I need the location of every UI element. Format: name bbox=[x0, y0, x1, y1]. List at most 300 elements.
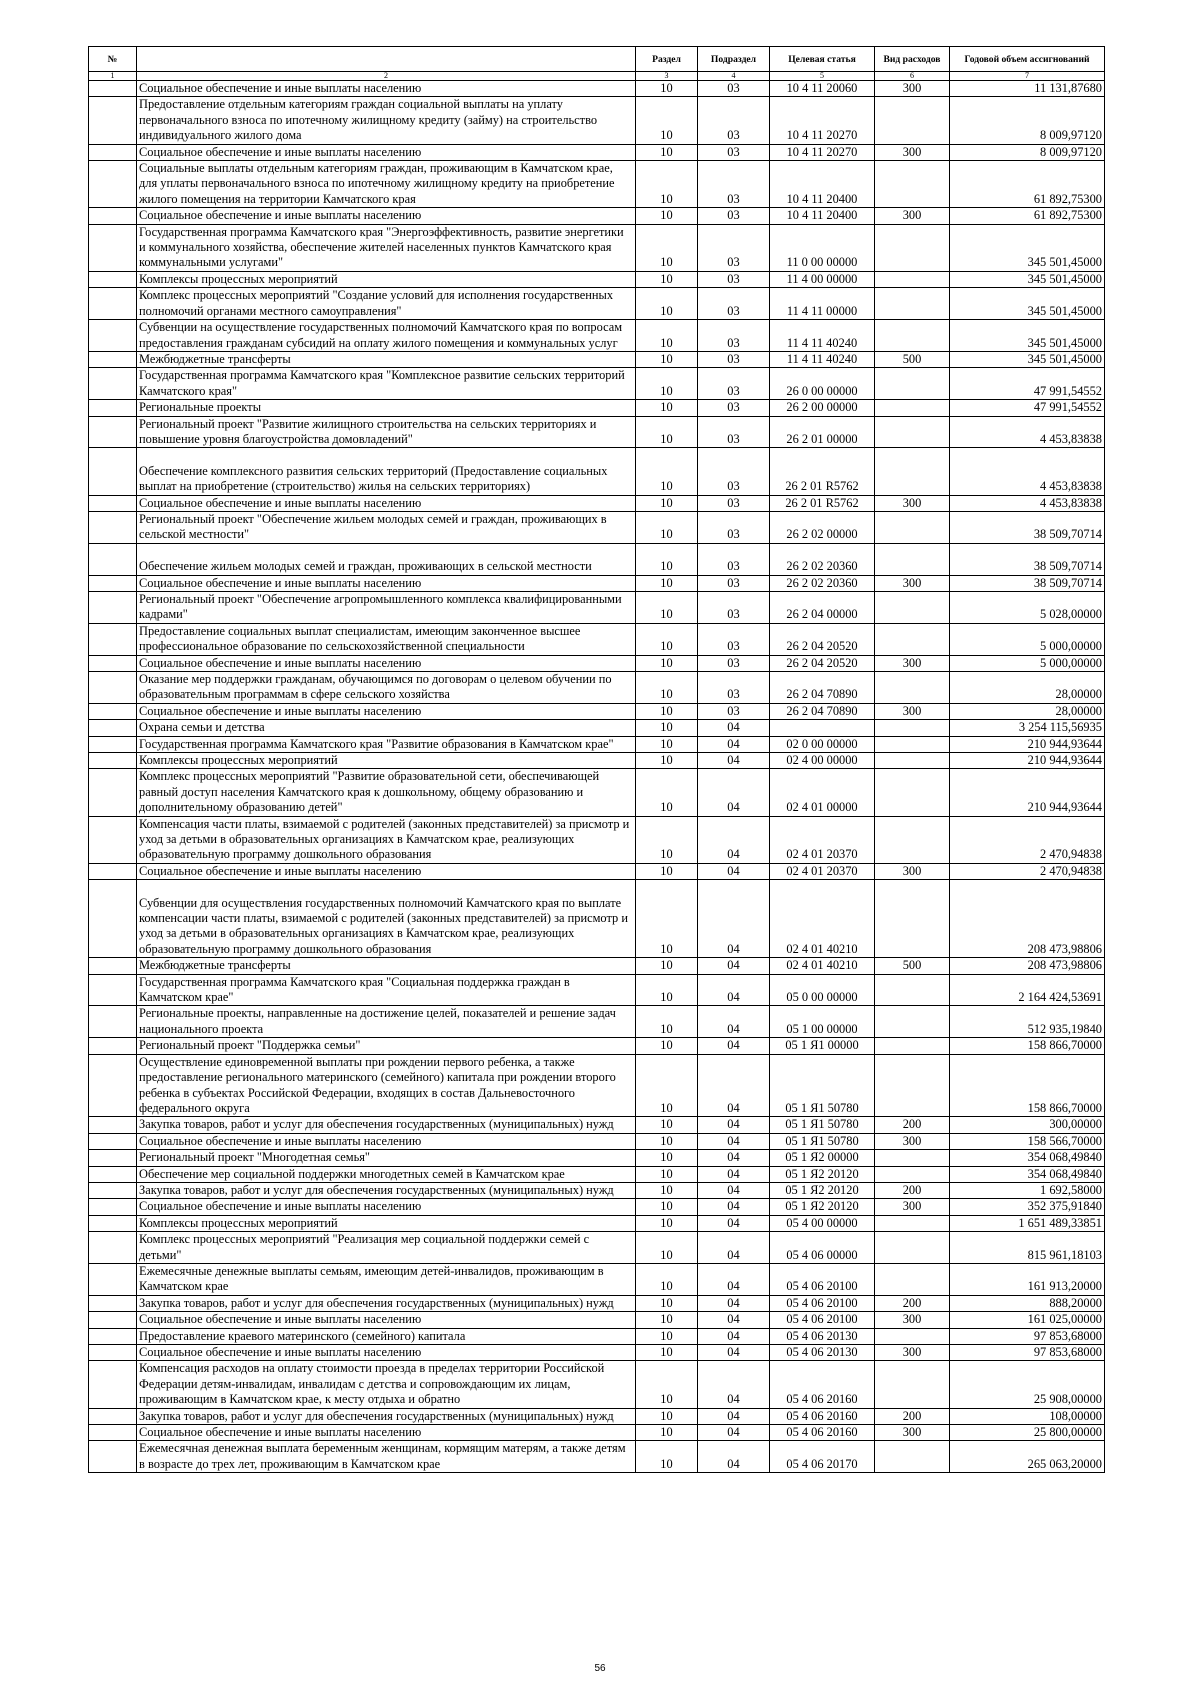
row-target-cell: 02 4 01 40210 bbox=[770, 880, 875, 958]
row-section-cell: 10 bbox=[636, 880, 698, 958]
row-subsection-cell: 03 bbox=[698, 575, 770, 591]
row-name-cell: Социальное обеспечение и иные выплаты населению bbox=[137, 208, 636, 224]
row-name-cell: Оказание мер поддержки гражданам, обучающимся по договорам о целевом обучении по образовательным программам в сфере сельского хозяйства bbox=[137, 671, 636, 703]
row-section-cell: 10 bbox=[636, 288, 698, 320]
row-name-cell: Межбюджетные трансферты bbox=[137, 958, 636, 974]
table-row bbox=[89, 1425, 1105, 1441]
row-number-cell bbox=[89, 1006, 137, 1038]
row-expense-type-cell: 300 bbox=[875, 1199, 950, 1215]
row-subsection-cell: 04 bbox=[698, 736, 770, 752]
row-expense-type-cell bbox=[875, 448, 950, 495]
table-row bbox=[89, 351, 1105, 367]
row-amount-cell: 345 501,45000 bbox=[950, 320, 1105, 352]
row-target-cell: 02 4 01 20370 bbox=[770, 863, 875, 879]
row-expense-type-cell bbox=[875, 271, 950, 287]
row-expense-type-cell bbox=[875, 1038, 950, 1054]
table-row bbox=[89, 591, 1105, 623]
row-expense-type-cell bbox=[875, 720, 950, 736]
row-expense-type-cell bbox=[875, 400, 950, 416]
row-number-cell bbox=[89, 511, 137, 543]
row-amount-cell: 158 566,70000 bbox=[950, 1133, 1105, 1149]
row-expense-type-cell: 300 bbox=[875, 575, 950, 591]
table-row bbox=[89, 623, 1105, 655]
row-expense-type-cell bbox=[875, 623, 950, 655]
row-expense-type-cell: 300 bbox=[875, 1425, 950, 1441]
row-amount-cell: 208 473,98806 bbox=[950, 880, 1105, 958]
row-target-cell: 26 2 01 R5762 bbox=[770, 448, 875, 495]
row-section-cell: 10 bbox=[636, 1361, 698, 1408]
row-section-cell: 10 bbox=[636, 655, 698, 671]
row-subsection-cell: 03 bbox=[698, 224, 770, 271]
row-target-cell: 11 0 00 00000 bbox=[770, 224, 875, 271]
row-expense-type-cell bbox=[875, 880, 950, 958]
row-target-cell: 05 1 Я1 50780 bbox=[770, 1054, 875, 1117]
row-expense-type-cell: 500 bbox=[875, 351, 950, 367]
table-row bbox=[89, 816, 1105, 863]
header-number: № bbox=[89, 47, 137, 72]
header-section: Раздел bbox=[636, 47, 698, 72]
row-name-cell: Комплекс процессных мероприятий "Создание условий для исполнения государственных полномочий органами местного самоуправления" bbox=[137, 288, 636, 320]
table-row bbox=[89, 161, 1105, 208]
row-target-cell: 05 4 06 20130 bbox=[770, 1345, 875, 1361]
row-number-cell bbox=[89, 575, 137, 591]
row-expense-type-cell bbox=[875, 1215, 950, 1231]
table-row bbox=[89, 1263, 1105, 1295]
row-section-cell: 10 bbox=[636, 1054, 698, 1117]
row-amount-cell: 97 853,68000 bbox=[950, 1328, 1105, 1344]
row-subsection-cell: 04 bbox=[698, 816, 770, 863]
table-row bbox=[89, 1441, 1105, 1473]
row-expense-type-cell bbox=[875, 753, 950, 769]
row-expense-type-cell bbox=[875, 320, 950, 352]
table-row bbox=[89, 703, 1105, 719]
row-number-cell bbox=[89, 1199, 137, 1215]
row-section-cell: 10 bbox=[636, 97, 698, 144]
row-number-cell bbox=[89, 1150, 137, 1166]
row-target-cell: 26 2 02 00000 bbox=[770, 511, 875, 543]
row-target-cell: 02 4 01 40210 bbox=[770, 958, 875, 974]
row-name-cell: Межбюджетные трансферты bbox=[137, 351, 636, 367]
table-row bbox=[89, 1408, 1105, 1424]
row-subsection-cell: 04 bbox=[698, 1312, 770, 1328]
row-expense-type-cell bbox=[875, 1006, 950, 1038]
row-subsection-cell: 03 bbox=[698, 320, 770, 352]
row-name-cell: Социальное обеспечение и иные выплаты населению bbox=[137, 863, 636, 879]
table-row bbox=[89, 400, 1105, 416]
row-expense-type-cell bbox=[875, 816, 950, 863]
row-expense-type-cell bbox=[875, 1361, 950, 1408]
row-name-cell: Государственная программа Камчатского края "Комплексное развитие сельских территорий Камчатского края" bbox=[137, 368, 636, 400]
row-target-cell: 26 2 04 70890 bbox=[770, 703, 875, 719]
row-amount-cell: 1 692,58000 bbox=[950, 1182, 1105, 1198]
column-number: 6 bbox=[875, 72, 950, 81]
row-amount-cell: 2 470,94838 bbox=[950, 863, 1105, 879]
row-target-cell: 05 4 06 20100 bbox=[770, 1295, 875, 1311]
column-number: 3 bbox=[636, 72, 698, 81]
row-expense-type-cell bbox=[875, 1232, 950, 1264]
table-row bbox=[89, 974, 1105, 1006]
row-number-cell bbox=[89, 1166, 137, 1182]
row-subsection-cell: 04 bbox=[698, 1425, 770, 1441]
row-amount-cell: 38 509,70714 bbox=[950, 511, 1105, 543]
row-expense-type-cell bbox=[875, 1150, 950, 1166]
row-name-cell: Предоставление социальных выплат специалистам, имеющим законченное высшее профессиональное образование по сельскохозяйственной специальности bbox=[137, 623, 636, 655]
row-target-cell: 05 1 Я2 20120 bbox=[770, 1166, 875, 1182]
row-subsection-cell: 04 bbox=[698, 1215, 770, 1231]
row-expense-type-cell bbox=[875, 1263, 950, 1295]
row-expense-type-cell: 200 bbox=[875, 1295, 950, 1311]
row-target-cell: 02 0 00 00000 bbox=[770, 736, 875, 752]
row-amount-cell: 265 063,20000 bbox=[950, 1441, 1105, 1473]
row-name-cell: Комплекс процессных мероприятий "Реализация мер социальной поддержки семей с детьми" bbox=[137, 1232, 636, 1264]
row-number-cell bbox=[89, 974, 137, 1006]
row-section-cell: 10 bbox=[636, 1345, 698, 1361]
row-name-cell: Охрана семьи и детства bbox=[137, 720, 636, 736]
row-section-cell: 10 bbox=[636, 416, 698, 448]
row-amount-cell: 345 501,45000 bbox=[950, 224, 1105, 271]
row-target-cell: 11 4 11 40240 bbox=[770, 320, 875, 352]
row-number-cell bbox=[89, 623, 137, 655]
row-target-cell: 05 4 06 20130 bbox=[770, 1328, 875, 1344]
column-number: 4 bbox=[698, 72, 770, 81]
row-number-cell bbox=[89, 1133, 137, 1149]
header-annual-amount: Годовой объем ассигнований bbox=[950, 47, 1105, 72]
table-row bbox=[89, 543, 1105, 575]
row-subsection-cell: 04 bbox=[698, 753, 770, 769]
table-row bbox=[89, 208, 1105, 224]
row-subsection-cell: 04 bbox=[698, 1166, 770, 1182]
row-name-cell: Осуществление единовременной выплаты при рождении первого ребенка, а также предоставление регионального материнского (семейного) капитала при рождении второго ребенка в субъектах Российской Федерации, входящих в состав Дальневосточного федерального округа bbox=[137, 1054, 636, 1117]
row-amount-cell: 28,00000 bbox=[950, 703, 1105, 719]
row-target-cell: 05 1 Я2 00000 bbox=[770, 1150, 875, 1166]
row-number-cell bbox=[89, 320, 137, 352]
row-amount-cell: 61 892,75300 bbox=[950, 161, 1105, 208]
row-section-cell: 10 bbox=[636, 1263, 698, 1295]
row-target-cell: 05 4 06 20160 bbox=[770, 1361, 875, 1408]
row-name-cell: Социальное обеспечение и иные выплаты населению bbox=[137, 655, 636, 671]
table-row bbox=[89, 1038, 1105, 1054]
row-name-cell: Региональный проект "Развитие жилищного строительства на сельских территориях и повышение уровня благоустройства домовладений" bbox=[137, 416, 636, 448]
row-section-cell: 10 bbox=[636, 224, 698, 271]
row-amount-cell: 345 501,45000 bbox=[950, 288, 1105, 320]
row-section-cell: 10 bbox=[636, 1133, 698, 1149]
row-amount-cell: 108,00000 bbox=[950, 1408, 1105, 1424]
row-target-cell: 10 4 11 20060 bbox=[770, 81, 875, 97]
row-section-cell: 10 bbox=[636, 736, 698, 752]
row-amount-cell: 47 991,54552 bbox=[950, 400, 1105, 416]
row-target-cell: 26 2 00 00000 bbox=[770, 400, 875, 416]
table-row bbox=[89, 81, 1105, 97]
row-number-cell bbox=[89, 958, 137, 974]
row-expense-type-cell bbox=[875, 671, 950, 703]
row-target-cell: 11 4 11 40240 bbox=[770, 351, 875, 367]
row-subsection-cell: 03 bbox=[698, 543, 770, 575]
row-name-cell: Государственная программа Камчатского края "Социальная поддержка граждан в Камчатском крае" bbox=[137, 974, 636, 1006]
row-number-cell bbox=[89, 1361, 137, 1408]
row-name-cell: Ежемесячная денежная выплата беременным женщинам, кормящим матерям, а также детям в возрасте до трех лет, проживающим в Камчатском крае bbox=[137, 1441, 636, 1473]
row-amount-cell: 4 453,83838 bbox=[950, 416, 1105, 448]
row-name-cell: Государственная программа Камчатского края "Энергоэффективность, развитие энергетики и коммунального хозяйства, обеспечение жителей населенных пунктов Камчатского края коммунальными услугами" bbox=[137, 224, 636, 271]
row-subsection-cell: 04 bbox=[698, 720, 770, 736]
row-amount-cell: 815 961,18103 bbox=[950, 1232, 1105, 1264]
row-number-cell bbox=[89, 400, 137, 416]
row-amount-cell: 208 473,98806 bbox=[950, 958, 1105, 974]
row-expense-type-cell: 500 bbox=[875, 958, 950, 974]
row-name-cell: Социальное обеспечение и иные выплаты населению bbox=[137, 1425, 636, 1441]
row-subsection-cell: 04 bbox=[698, 880, 770, 958]
row-name-cell: Региональный проект "Обеспечение жильем молодых семей и граждан, проживающих в сельской местности" bbox=[137, 511, 636, 543]
row-target-cell: 11 4 11 00000 bbox=[770, 288, 875, 320]
row-name-cell: Социальное обеспечение и иные выплаты населению bbox=[137, 144, 636, 160]
row-target-cell: 05 0 00 00000 bbox=[770, 974, 875, 1006]
row-target-cell: 26 2 02 20360 bbox=[770, 575, 875, 591]
row-name-cell: Социальное обеспечение и иные выплаты населению bbox=[137, 1345, 636, 1361]
row-number-cell bbox=[89, 769, 137, 816]
row-subsection-cell: 03 bbox=[698, 591, 770, 623]
row-name-cell: Региональный проект "Обеспечение агропромышленного комплекса квалифицированными кадрами" bbox=[137, 591, 636, 623]
row-amount-cell: 25 800,00000 bbox=[950, 1425, 1105, 1441]
row-target-cell: 26 2 04 70890 bbox=[770, 671, 875, 703]
row-target-cell: 05 1 Я1 00000 bbox=[770, 1038, 875, 1054]
row-amount-cell: 300,00000 bbox=[950, 1117, 1105, 1133]
row-subsection-cell: 04 bbox=[698, 1295, 770, 1311]
table-row bbox=[89, 1054, 1105, 1117]
row-target-cell: 26 2 04 00000 bbox=[770, 591, 875, 623]
table-row bbox=[89, 1117, 1105, 1133]
row-section-cell: 10 bbox=[636, 144, 698, 160]
row-expense-type-cell bbox=[875, 591, 950, 623]
row-number-cell bbox=[89, 144, 137, 160]
row-expense-type-cell: 300 bbox=[875, 1133, 950, 1149]
row-expense-type-cell bbox=[875, 416, 950, 448]
row-section-cell: 10 bbox=[636, 1425, 698, 1441]
row-amount-cell: 28,00000 bbox=[950, 671, 1105, 703]
row-section-cell: 10 bbox=[636, 575, 698, 591]
row-target-cell: 26 2 04 20520 bbox=[770, 623, 875, 655]
row-name-cell: Региональные проекты, направленные на достижение целей, показателей и решение задач национального проекта bbox=[137, 1006, 636, 1038]
row-amount-cell: 352 375,91840 bbox=[950, 1199, 1105, 1215]
table-row bbox=[89, 1150, 1105, 1166]
row-section-cell: 10 bbox=[636, 208, 698, 224]
row-amount-cell: 354 068,49840 bbox=[950, 1166, 1105, 1182]
row-subsection-cell: 03 bbox=[698, 400, 770, 416]
row-subsection-cell: 03 bbox=[698, 623, 770, 655]
row-section-cell: 10 bbox=[636, 769, 698, 816]
row-subsection-cell: 04 bbox=[698, 958, 770, 974]
row-amount-cell: 8 009,97120 bbox=[950, 144, 1105, 160]
row-expense-type-cell bbox=[875, 769, 950, 816]
row-expense-type-cell: 300 bbox=[875, 144, 950, 160]
row-number-cell bbox=[89, 671, 137, 703]
row-section-cell: 10 bbox=[636, 591, 698, 623]
table-row bbox=[89, 1215, 1105, 1231]
row-target-cell: 05 4 06 20160 bbox=[770, 1408, 875, 1424]
table-row bbox=[89, 416, 1105, 448]
row-amount-cell: 2 470,94838 bbox=[950, 816, 1105, 863]
row-subsection-cell: 04 bbox=[698, 1038, 770, 1054]
row-section-cell: 10 bbox=[636, 863, 698, 879]
row-subsection-cell: 04 bbox=[698, 1199, 770, 1215]
row-amount-cell: 4 453,83838 bbox=[950, 448, 1105, 495]
header-name bbox=[137, 47, 636, 72]
header-subsection: Подраздел bbox=[698, 47, 770, 72]
row-name-cell: Предоставление краевого материнского (семейного) капитала bbox=[137, 1328, 636, 1344]
row-name-cell: Социальное обеспечение и иные выплаты населению bbox=[137, 81, 636, 97]
row-subsection-cell: 03 bbox=[698, 655, 770, 671]
row-expense-type-cell bbox=[875, 97, 950, 144]
row-subsection-cell: 04 bbox=[698, 1054, 770, 1117]
table-row bbox=[89, 448, 1105, 495]
row-expense-type-cell: 300 bbox=[875, 208, 950, 224]
table-row bbox=[89, 769, 1105, 816]
row-name-cell: Социальное обеспечение и иные выплаты населению bbox=[137, 703, 636, 719]
row-amount-cell: 210 944,93644 bbox=[950, 753, 1105, 769]
column-number: 2 bbox=[137, 72, 636, 81]
row-section-cell: 10 bbox=[636, 753, 698, 769]
table-row bbox=[89, 97, 1105, 144]
row-section-cell: 10 bbox=[636, 1182, 698, 1198]
row-subsection-cell: 03 bbox=[698, 208, 770, 224]
row-subsection-cell: 03 bbox=[698, 448, 770, 495]
row-amount-cell: 354 068,49840 bbox=[950, 1150, 1105, 1166]
row-section-cell: 10 bbox=[636, 1312, 698, 1328]
row-amount-cell: 5 028,00000 bbox=[950, 591, 1105, 623]
row-name-cell: Комплексы процессных мероприятий bbox=[137, 753, 636, 769]
row-section-cell: 10 bbox=[636, 720, 698, 736]
row-target-cell: 05 4 06 20160 bbox=[770, 1425, 875, 1441]
row-expense-type-cell: 300 bbox=[875, 495, 950, 511]
row-section-cell: 10 bbox=[636, 543, 698, 575]
table-row bbox=[89, 863, 1105, 879]
table-row bbox=[89, 753, 1105, 769]
row-expense-type-cell: 300 bbox=[875, 81, 950, 97]
row-subsection-cell: 03 bbox=[698, 368, 770, 400]
row-number-cell bbox=[89, 703, 137, 719]
row-expense-type-cell bbox=[875, 368, 950, 400]
row-number-cell bbox=[89, 416, 137, 448]
row-name-cell: Социальное обеспечение и иные выплаты населению bbox=[137, 1199, 636, 1215]
row-subsection-cell: 03 bbox=[698, 161, 770, 208]
column-number-row bbox=[89, 72, 1105, 81]
row-amount-cell: 1 651 489,33851 bbox=[950, 1215, 1105, 1231]
row-name-cell: Комплекс процессных мероприятий "Развитие образовательной сети, обеспечивающей равный доступ населения Камчатского края к дошкольному, общему образованию и дополнительному образованию детей" bbox=[137, 769, 636, 816]
table-row bbox=[89, 958, 1105, 974]
row-section-cell: 10 bbox=[636, 511, 698, 543]
table-row bbox=[89, 144, 1105, 160]
row-name-cell: Компенсация части платы, взимаемой с родителей (законных представителей) за присмотр и уход за детьми в образовательных организациях в Камчатском крае, реализующих образовательную программу дошкольного образования bbox=[137, 816, 636, 863]
row-name-cell: Государственная программа Камчатского края "Развитие образования в Камчатском крае" bbox=[137, 736, 636, 752]
row-expense-type-cell bbox=[875, 543, 950, 575]
table-row bbox=[89, 511, 1105, 543]
row-name-cell: Закупка товаров, работ и услуг для обеспечения государственных (муниципальных) нужд bbox=[137, 1117, 636, 1133]
row-subsection-cell: 03 bbox=[698, 144, 770, 160]
table-row bbox=[89, 288, 1105, 320]
table-row bbox=[89, 575, 1105, 591]
row-target-cell: 26 2 04 20520 bbox=[770, 655, 875, 671]
row-section-cell: 10 bbox=[636, 623, 698, 655]
row-amount-cell: 345 501,45000 bbox=[950, 351, 1105, 367]
row-section-cell: 10 bbox=[636, 1215, 698, 1231]
row-expense-type-cell: 300 bbox=[875, 1345, 950, 1361]
row-section-cell: 10 bbox=[636, 1150, 698, 1166]
row-name-cell: Субвенции для осуществления государственных полномочий Камчатского края по выплате компенсации части платы, взимаемой с родителей (законных представителей) за присмотр и уход за детьми в образовательных организациях в Камчатском крае, реализующих образовательную программу дошкольного образования bbox=[137, 880, 636, 958]
row-expense-type-cell: 300 bbox=[875, 863, 950, 879]
row-number-cell bbox=[89, 591, 137, 623]
row-expense-type-cell bbox=[875, 974, 950, 1006]
row-expense-type-cell bbox=[875, 511, 950, 543]
row-amount-cell: 5 000,00000 bbox=[950, 623, 1105, 655]
row-target-cell: 05 4 00 00000 bbox=[770, 1215, 875, 1231]
row-expense-type-cell: 200 bbox=[875, 1408, 950, 1424]
table-row bbox=[89, 1133, 1105, 1149]
row-number-cell bbox=[89, 1441, 137, 1473]
row-subsection-cell: 03 bbox=[698, 271, 770, 287]
row-number-cell bbox=[89, 271, 137, 287]
row-expense-type-cell bbox=[875, 1054, 950, 1117]
row-target-cell: 10 4 11 20270 bbox=[770, 97, 875, 144]
table-row bbox=[89, 1361, 1105, 1408]
row-subsection-cell: 03 bbox=[698, 288, 770, 320]
row-amount-cell: 512 935,19840 bbox=[950, 1006, 1105, 1038]
row-number-cell bbox=[89, 1328, 137, 1344]
row-subsection-cell: 04 bbox=[698, 1232, 770, 1264]
row-amount-cell: 38 509,70714 bbox=[950, 575, 1105, 591]
row-number-cell bbox=[89, 288, 137, 320]
table-row bbox=[89, 880, 1105, 958]
row-section-cell: 10 bbox=[636, 495, 698, 511]
column-number: 1 bbox=[89, 72, 137, 81]
table-row bbox=[89, 495, 1105, 511]
row-section-cell: 10 bbox=[636, 81, 698, 97]
row-subsection-cell: 03 bbox=[698, 703, 770, 719]
row-number-cell bbox=[89, 543, 137, 575]
row-subsection-cell: 03 bbox=[698, 671, 770, 703]
row-number-cell bbox=[89, 720, 137, 736]
row-target-cell: 05 1 00 00000 bbox=[770, 1006, 875, 1038]
row-name-cell: Предоставление отдельным категориям граждан социальной выплаты на уплату первоначального взноса по ипотечному жилищному кредиту (займу) на строительство индивидуального жилого дома bbox=[137, 97, 636, 144]
row-amount-cell: 161 913,20000 bbox=[950, 1263, 1105, 1295]
table-row bbox=[89, 224, 1105, 271]
row-number-cell bbox=[89, 1117, 137, 1133]
row-subsection-cell: 04 bbox=[698, 1345, 770, 1361]
header-target-article: Целевая статья bbox=[770, 47, 875, 72]
row-name-cell: Региональные проекты bbox=[137, 400, 636, 416]
row-name-cell: Региональный проект "Поддержка семьи" bbox=[137, 1038, 636, 1054]
row-amount-cell: 97 853,68000 bbox=[950, 1345, 1105, 1361]
row-expense-type-cell bbox=[875, 1441, 950, 1473]
row-name-cell: Субвенции на осуществление государственных полномочий Камчатского края по вопросам предоставления гражданам субсидий на оплату жилого помещения и коммунальных услуг bbox=[137, 320, 636, 352]
row-section-cell: 10 bbox=[636, 703, 698, 719]
table-row bbox=[89, 671, 1105, 703]
row-target-cell: 02 4 01 00000 bbox=[770, 769, 875, 816]
row-expense-type-cell bbox=[875, 161, 950, 208]
row-name-cell: Социальное обеспечение и иные выплаты населению bbox=[137, 575, 636, 591]
table-body bbox=[89, 81, 1105, 1473]
table-header bbox=[89, 47, 1105, 81]
row-expense-type-cell: 300 bbox=[875, 655, 950, 671]
row-target-cell: 10 4 11 20400 bbox=[770, 161, 875, 208]
row-target-cell: 02 4 00 00000 bbox=[770, 753, 875, 769]
row-amount-cell: 345 501,45000 bbox=[950, 271, 1105, 287]
row-section-cell: 10 bbox=[636, 671, 698, 703]
table-row bbox=[89, 720, 1105, 736]
row-amount-cell: 5 000,00000 bbox=[950, 655, 1105, 671]
row-name-cell: Комплексы процессных мероприятий bbox=[137, 1215, 636, 1231]
row-number-cell bbox=[89, 224, 137, 271]
row-number-cell bbox=[89, 368, 137, 400]
row-number-cell bbox=[89, 351, 137, 367]
row-number-cell bbox=[89, 863, 137, 879]
